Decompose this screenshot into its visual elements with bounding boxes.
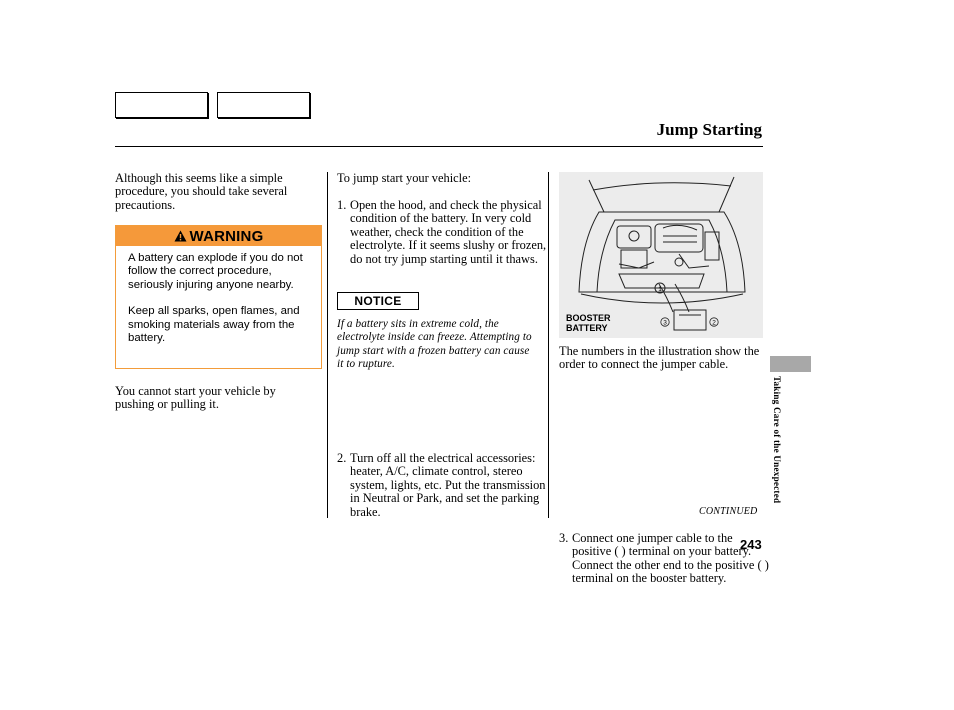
column-divider-1 — [327, 172, 328, 518]
nav-button-previous[interactable] — [115, 92, 208, 118]
step-1-text: Open the hood, and check the physical condition of the battery. In very cold weather, check the condition of the electrolyte. If it seems slushy or frozen, do not try jump starting until it thaws. — [350, 198, 547, 266]
step-1 — [337, 199, 550, 266]
continued-label: CONTINUED — [699, 506, 758, 517]
step-2-number: 2. — [337, 451, 347, 466]
section-label: Taking Care of the Unexpected — [772, 376, 782, 504]
step-2-text: Turn off all the electrical accessories: heater, A/C, climate control, stereo system, lights, etc. Put the transmission in Neutral or Park, and set the parking brake. — [350, 451, 546, 519]
marker-2-label: 2 — [712, 319, 716, 327]
section-tab[interactable] — [770, 356, 811, 372]
warning-body — [116, 246, 321, 345]
warning-box — [115, 225, 322, 369]
notice-badge — [337, 292, 419, 310]
booster-label-line-1: BOOSTER — [566, 313, 611, 323]
step-3-text: Connect one jumper cable to the positive ( ) terminal on your battery. Connect the other end to the positive ( ) terminal on the booster battery. — [572, 531, 769, 586]
marker-3-label: 3 — [663, 319, 667, 327]
intro-paragraph: Although this seems like a simple procedure, you should take several precautions. — [115, 171, 288, 212]
step-1-number: 1. — [337, 198, 347, 212]
warning-label: WARNING — [189, 227, 264, 245]
booster-battery-label — [566, 314, 611, 333]
header-rule — [115, 146, 763, 147]
warning-paragraph-2: Keep all sparks, open flames, and smoking materials away from the battery. — [128, 305, 300, 345]
warning-triangle-icon — [174, 230, 187, 242]
step-3-number: 3. — [559, 531, 569, 546]
page-title: Jump Starting — [656, 120, 762, 139]
booster-label-line-2: BATTERY — [566, 322, 608, 333]
push-pull-note: You cannot start your vehicle by pushing or pulling it. — [115, 384, 276, 412]
marker-1-label: 1 — [658, 286, 662, 293]
notice-text: If a battery sits in extreme cold, the electrolyte inside can freeze. Attempting to jump start with a frozen battery can cause it to rupture. — [337, 318, 532, 371]
step-2 — [337, 452, 550, 519]
warning-header — [116, 226, 321, 246]
page-number: 243 — [740, 537, 762, 552]
warning-paragraph-1: A battery can explode if you do not follow the correct procedure, seriously injuring anyone nearby. — [128, 252, 303, 291]
nav-button-next[interactable] — [217, 92, 310, 118]
engine-bay-illustration — [559, 172, 763, 338]
notice-label: NOTICE — [354, 294, 402, 308]
illustration-caption: The numbers in the illustration show the order to connect the jumper cable. — [559, 344, 760, 372]
steps-intro: To jump start your vehicle: — [337, 171, 472, 185]
